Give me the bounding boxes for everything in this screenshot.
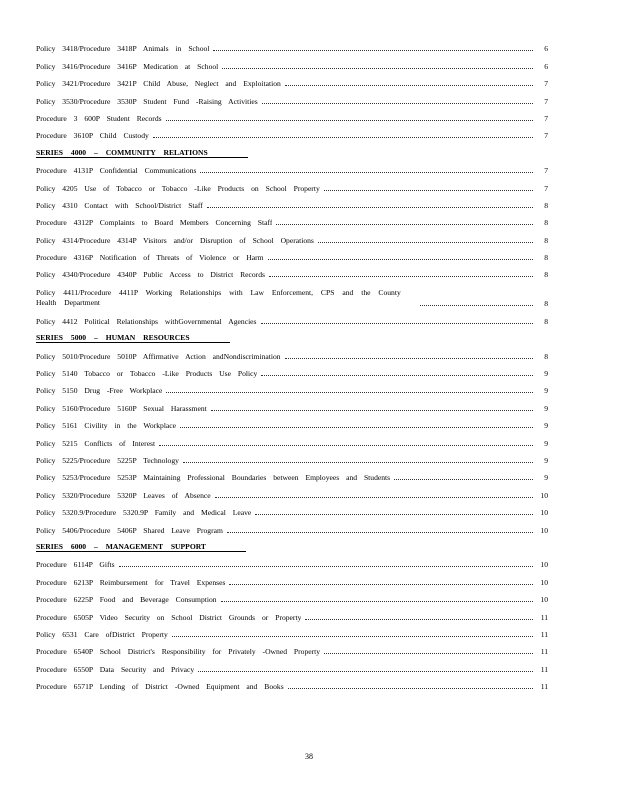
toc-entry-page: 7	[544, 166, 548, 176]
toc-entry-page: 7	[544, 79, 548, 89]
toc-entry-page: 11	[540, 629, 548, 639]
toc-entry-page: 7	[544, 183, 548, 193]
dot-leader	[318, 242, 533, 243]
toc-entry-page: 11	[540, 612, 548, 622]
series-heading	[36, 535, 548, 552]
toc-entry-label: Procedure 6550P Data Security and Privacy	[36, 664, 195, 674]
toc-entry-label: Policy 5320/Procedure 5320P Leaves of Absence	[36, 490, 211, 500]
toc-entry-page: 6	[544, 44, 548, 54]
toc-entry-page: 8	[544, 299, 548, 309]
toc-entry	[36, 123, 548, 140]
dot-leader	[183, 462, 533, 463]
toc-entry-page: 10	[540, 490, 548, 500]
dot-leader	[207, 207, 533, 208]
dot-leader	[268, 259, 533, 260]
toc-entry	[36, 482, 548, 499]
toc-entry	[36, 308, 548, 325]
toc-entry-page: 8	[544, 316, 548, 326]
toc-entry-label: Policy 5253/Procedure 5253P Maintaining Professional Boundaries between Employees and Students	[36, 473, 391, 483]
toc-entry-page: 7	[544, 113, 548, 123]
toc-entry	[36, 227, 548, 244]
toc-entry-page: 9	[544, 403, 548, 413]
toc-entry-page: 10	[540, 595, 548, 605]
toc-entry-page: 10	[540, 525, 548, 535]
toc-entry-page: 11	[540, 664, 548, 674]
dot-leader	[221, 601, 533, 602]
toc-entry-page: 8	[544, 253, 548, 263]
toc-entry-label: Policy 4310 Contact with School/District Staff	[36, 200, 203, 210]
toc-entry	[36, 674, 548, 691]
toc-entry-label: Procedure 3 600P Student Records	[36, 113, 162, 123]
dot-leader	[198, 671, 533, 672]
toc-entry-page: 9	[544, 438, 548, 448]
toc-group-6000	[36, 552, 548, 691]
toc-entry-label: Procedure 4131P Confidential Communications	[36, 166, 197, 176]
toc-entry-label: Procedure 6213P Reimbursement for Travel Expenses	[36, 577, 226, 587]
toc-entry	[36, 430, 548, 447]
toc-entry	[36, 279, 548, 308]
toc-entry-label: Procedure 6571P Lending of District -Owned Equipment and Books	[36, 682, 284, 692]
dot-leader	[262, 103, 533, 104]
toc-entry-page: 9	[544, 473, 548, 483]
toc-entry	[36, 71, 548, 88]
dot-leader	[261, 323, 533, 324]
dot-leader	[269, 276, 533, 277]
series-heading	[36, 326, 548, 343]
toc-entry	[36, 587, 548, 604]
toc-entry	[36, 500, 548, 517]
toc-entry-page: 11	[540, 682, 548, 692]
dot-leader	[153, 137, 533, 138]
toc-entry	[36, 517, 548, 534]
toc-entry-label: Policy 4205 Use of Tobacco or Tobacco -Like Products on School Property	[36, 183, 320, 193]
toc-entry-page: 8	[544, 235, 548, 245]
dot-leader	[180, 427, 533, 428]
toc-entry-label: Procedure 4316P Notification of Threats of Violence or Harm	[36, 253, 264, 263]
toc-entry	[36, 465, 548, 482]
dot-leader	[159, 445, 533, 446]
toc-entry-page: 10	[540, 577, 548, 587]
dot-leader	[420, 305, 533, 306]
toc-entry-page: 9	[544, 421, 548, 431]
toc-entry	[36, 245, 548, 262]
toc-entry-page: 6	[544, 61, 548, 71]
toc-entry-label: Policy 3421/Procedure 3421P Child Abuse, Neglect and Exploitation	[36, 79, 281, 89]
table-of-contents	[36, 36, 548, 691]
toc-entry-label: Policy 4314/Procedure 4314P Visitors and/or Disruption of School Operations	[36, 235, 314, 245]
toc-entry	[36, 569, 548, 586]
toc-entry	[36, 448, 548, 465]
toc-group-4000	[36, 158, 548, 326]
toc-entry	[36, 639, 548, 656]
toc-entry-label: Procedure 3610P Child Custody	[36, 131, 149, 141]
toc-entry-label: Policy 4411/Procedure 4411P Working Relationships with Law Enforcement, CPS and the County Health Department	[36, 288, 401, 308]
series-title: SERIES 6000 – MANAGEMENT SUPPORT	[36, 542, 246, 552]
toc-entry-label: Policy 5406/Procedure 5406P Shared Leave Program	[36, 525, 223, 535]
dot-leader	[324, 653, 533, 654]
toc-entry-label: Policy 5140 Tobacco or Tobacco -Like Products Use Policy	[36, 369, 258, 379]
toc-entry	[36, 193, 548, 210]
dot-leader	[172, 636, 533, 637]
dot-leader	[215, 497, 533, 498]
toc-entry-label: Policy 5010/Procedure 5010P Affirmative Action andNondiscrimination	[36, 351, 281, 361]
dot-leader	[261, 375, 533, 376]
dot-leader	[229, 584, 533, 585]
toc-entry-page: 7	[544, 131, 548, 141]
page-number: 38	[305, 752, 313, 761]
toc-entry	[36, 656, 548, 673]
toc-entry-label: Policy 3418/Procedure 3418P Animals in School	[36, 44, 210, 54]
toc-entry-page: 8	[544, 270, 548, 280]
toc-entry	[36, 175, 548, 192]
toc-entry	[36, 413, 548, 430]
toc-entry-page: 9	[544, 386, 548, 396]
toc-entry-page: 8	[544, 351, 548, 361]
toc-entry-page: 8	[544, 200, 548, 210]
dot-leader	[222, 68, 533, 69]
toc-entry-label: Policy 6531 Care ofDistrict Property	[36, 629, 168, 639]
toc-entry	[36, 88, 548, 105]
toc-entry	[36, 622, 548, 639]
toc-entry-label: Procedure 6225P Food and Beverage Consumption	[36, 595, 217, 605]
dot-leader	[324, 190, 533, 191]
toc-entry-label: Policy 4340/Procedure 4340P Public Access to District Records	[36, 270, 265, 280]
toc-entry	[36, 343, 548, 360]
toc-entry-label: Policy 4412 Political Relationships withGovernmental Agencies	[36, 316, 257, 326]
toc-entry-label: Policy 5225/Procedure 5225P Technology	[36, 455, 179, 465]
toc-entry	[36, 262, 548, 279]
toc-entry-label: Policy 5160/Procedure 5160P Sexual Harassment	[36, 403, 207, 413]
toc-entry-label: Procedure 6505P Video Security on School District Grounds or Property	[36, 612, 302, 622]
dot-leader	[276, 224, 533, 225]
dot-leader	[305, 619, 533, 620]
toc-entry	[36, 395, 548, 412]
series-title: SERIES 5000 – HUMAN RESOURCES	[36, 333, 230, 343]
dot-leader	[200, 172, 533, 173]
toc-entry	[36, 158, 548, 175]
toc-entry	[36, 378, 548, 395]
toc-entry	[36, 36, 548, 53]
toc-entry-page: 10	[540, 560, 548, 570]
toc-entry-page: 8	[544, 218, 548, 228]
dot-leader	[211, 410, 533, 411]
toc-entry-label: Policy 5161 Civility in the Workplace	[36, 421, 177, 431]
series-title: SERIES 4000 – COMMUNITY RELATIONS	[36, 148, 248, 158]
toc-entry	[36, 361, 548, 378]
toc-entry	[36, 604, 548, 621]
toc-entry-page: 10	[540, 508, 548, 518]
toc-entry-page: 9	[544, 455, 548, 465]
dot-leader	[255, 514, 533, 515]
toc-entry-label: Procedure 4312P Complaints to Board Members Concerning Staff	[36, 218, 273, 228]
toc-entry-page: 9	[544, 369, 548, 379]
dot-leader	[166, 120, 533, 121]
toc-entry	[36, 53, 548, 70]
toc-entry-label: Policy 3530/Procedure 3530P Student Fund -Raising Activities	[36, 96, 258, 106]
dot-leader	[227, 532, 533, 533]
dot-leader	[285, 85, 533, 86]
toc-entry	[36, 210, 548, 227]
toc-entry-label: Policy 5320.9/Procedure 5320.9P Family and Medical Leave	[36, 508, 252, 518]
toc-entry-page: 11	[540, 647, 548, 657]
toc-entry-label: Procedure 6114P Gifts	[36, 560, 115, 570]
toc-entry-label: Policy 3416/Procedure 3416P Medication at School	[36, 61, 219, 71]
dot-leader	[166, 392, 533, 393]
dot-leader	[288, 688, 533, 689]
dot-leader	[285, 358, 533, 359]
toc-entry	[36, 106, 548, 123]
toc-group-5000	[36, 343, 548, 534]
toc-entry-label: Policy 5215 Conflicts of Interest	[36, 438, 156, 448]
dot-leader	[213, 50, 533, 51]
toc-entry-page: 7	[544, 96, 548, 106]
toc-entry-label: Procedure 6540P School District's Responsibility for Privately -Owned Property	[36, 647, 321, 657]
dot-leader	[119, 566, 533, 567]
series-heading	[36, 140, 548, 157]
toc-entry-label: Policy 5150 Drug -Free Workplace	[36, 386, 163, 396]
toc-group-3000	[36, 36, 548, 140]
dot-leader	[394, 479, 533, 480]
toc-entry	[36, 552, 548, 569]
